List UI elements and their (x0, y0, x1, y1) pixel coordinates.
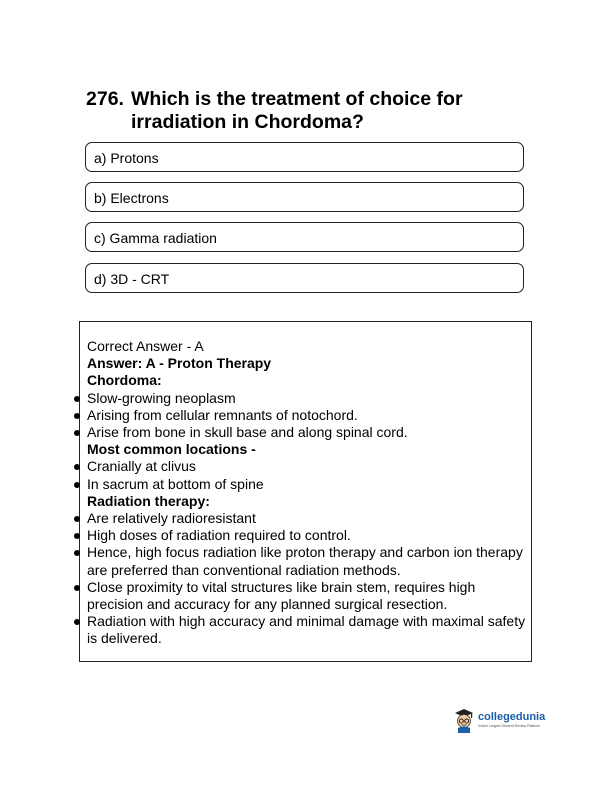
collegedunia-logo (452, 706, 545, 734)
logo-name: collegedunia (478, 710, 546, 723)
bullet-item: Slow-growing neoplasm (87, 390, 527, 407)
mascot-icon (452, 706, 476, 734)
logo-tagline: India's Largest Student Review Platform (478, 723, 541, 728)
bullet-item: Arising from cellular remnants of notochord. (87, 407, 527, 424)
section-heading-locations: Most common locations - (87, 441, 256, 458)
question-number: 276. (86, 88, 124, 110)
bullet-item: Are relatively radioresistant (87, 510, 527, 527)
bullet-item: Radiation with high accuracy and minimal damage with maximal safety is delivered. (87, 613, 526, 647)
answer-label: Answer (87, 355, 138, 372)
section-heading-radiation: Radiation therapy: (87, 492, 210, 509)
answer-value: : A - Proton Therapy (137, 355, 272, 372)
question-text-line2: irradiation in Chordoma? (131, 111, 364, 133)
option-c[interactable]: c) Gamma radiation (85, 222, 524, 252)
correct-answer-line: Correct Answer - A (87, 338, 204, 354)
bullet-item: In sacrum at bottom of spine (87, 476, 527, 493)
answer-content (87, 338, 527, 648)
option-b[interactable]: b) Electrons (85, 182, 524, 212)
bullet-item: Close proximity to vital structures like brain stem, requires high precision and accuracy for any planned surgical resection. (87, 579, 527, 613)
option-a[interactable]: a) Protons (85, 142, 524, 172)
bullet-item: High doses of radiation required to control. (87, 527, 527, 544)
bullet-item: Arise from bone in skull base and along spinal cord. (87, 424, 527, 441)
bullet-item: Cranially at clivus (87, 458, 527, 475)
option-d[interactable]: d) 3D - CRT (85, 263, 524, 293)
section-heading-chordoma: Chordoma: (87, 372, 162, 389)
bullet-item: Hence, high focus radiation like proton therapy and carbon ion therapy are preferred than conventional radiation methods. (87, 544, 527, 578)
question-text-line1: Which is the treatment of choice for (131, 88, 463, 110)
question-title (86, 88, 526, 134)
